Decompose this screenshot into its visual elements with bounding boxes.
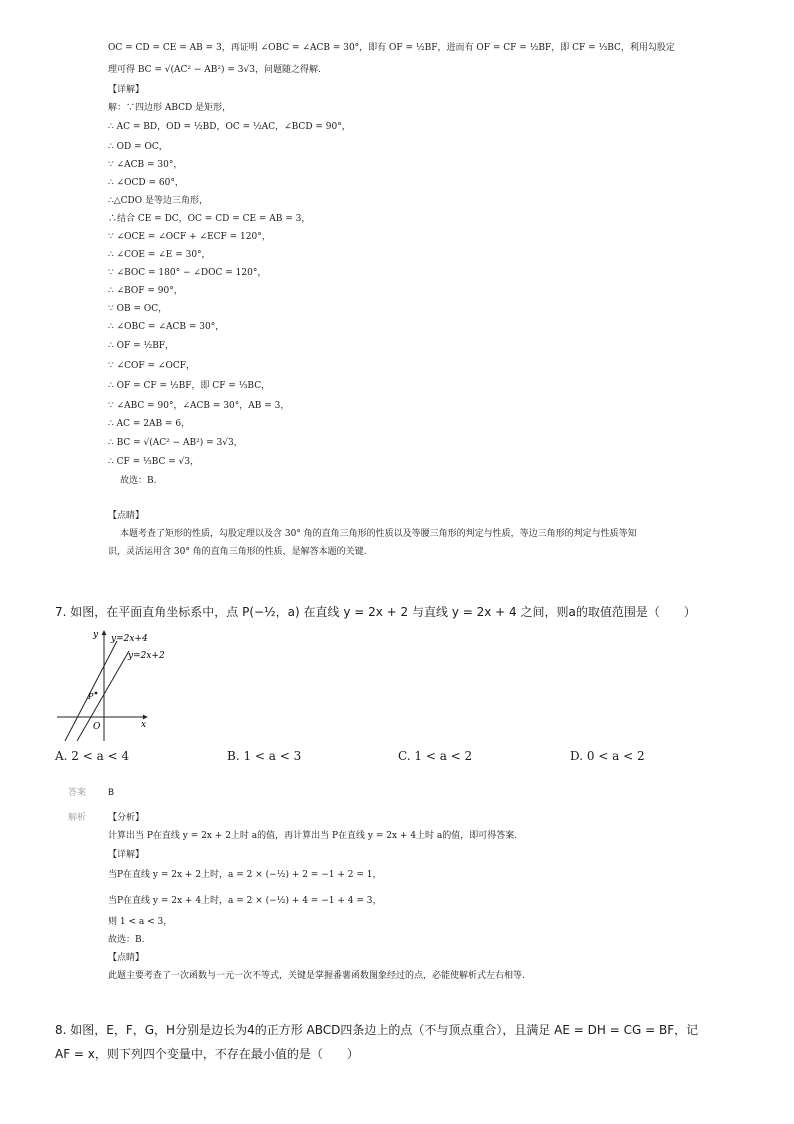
- q7-analysis-8: 此题主要考查了一次函数与一元一次不等式，关键是掌握番薯函数图象经过的点，必能使解析式左右相等.: [108, 971, 525, 981]
- q6-line-16: ∴ OF = ½BF，: [108, 341, 175, 351]
- q6-line-13: ∴ ∠BOF = 90°，: [108, 286, 183, 296]
- q6-line-14: ∵ OB = OC，: [108, 304, 168, 314]
- line-y-2x-2-label: y=2x+2: [128, 651, 165, 661]
- q6-line-6: ∵ ∠ACB = 30°，: [108, 160, 183, 170]
- q7-stem: 7. 如图，在平面直角坐标系中，点 P(−½，a) 在直线 y = 2x + 2 与直线 y = 2x + 4 之间，则a的取值范围是（ ）: [55, 605, 696, 619]
- answer-label: 答案: [68, 788, 87, 798]
- analysis-label: 解析: [68, 813, 87, 823]
- q7-analysis-0: 【分析】: [108, 813, 145, 823]
- point-p-label: P: [88, 692, 94, 701]
- line-y-2x-4: [65, 641, 117, 741]
- q6-line-18: ∴ OF = CF = ½BF，即 CF = ⅓BC，: [108, 381, 271, 391]
- line-y-2x-2: [77, 651, 129, 741]
- q6-line-4: ∴ AC = BD，OD = ½BD，OC = ½AC，∠BCD = 90°，: [108, 122, 351, 132]
- q6-line-11: ∴ ∠COE = ∠E = 30°，: [108, 250, 211, 260]
- x-axis-label: x: [141, 720, 147, 730]
- q8-stem-1: AF = x，则下列四个变量中，不存在最小值的是（ ）: [55, 1047, 359, 1061]
- q6-line-0: OC = CD = CE = AB = 3，再证明 ∠OBC = ∠ACB = 30°，即有 OF = ½BF，进而有 OF = CF = ½BF，即 CF = ⅓BC，利用勾股定: [108, 43, 675, 53]
- y-axis-label: y: [93, 630, 99, 640]
- q6-comment-title: 【点睛】: [108, 511, 145, 521]
- q7-analysis-2: 【详解】: [108, 850, 145, 860]
- q6-line-9: ∴结合 CE = DC，OC = CD = CE = AB = 3，: [108, 214, 311, 224]
- q6-line-20: ∴ AC = 2AB = 6，: [108, 419, 191, 429]
- q8-stem-0: 8. 如图，E，F，G，H分别是边长为4的正方形 ABCD四条边上的点（不与顶点重合），且满足 AE = DH = CG = BF，记: [55, 1023, 699, 1037]
- q6-comment-1: 识，灵活运用含 30° 角的直角三角形的性质，是解答本题的关键.: [108, 547, 367, 557]
- q7-analysis-5: 则 1 < a < 3，: [108, 917, 173, 927]
- q7-analysis-6: 故选：B.: [108, 935, 145, 945]
- q7-analysis-7: 【点睛】: [108, 953, 145, 963]
- origin-label: O: [93, 722, 101, 732]
- q7-graph: [55, 625, 165, 743]
- q6-line-17: ∵ ∠COF = ∠OCF，: [108, 361, 195, 371]
- option-b[interactable]: B. 1 < a < 3: [227, 749, 302, 763]
- point-p: [95, 692, 98, 695]
- q6-line-3: 解：∵四边形 ABCD 是矩形，: [108, 103, 232, 113]
- option-a[interactable]: A. 2 < a < 4: [55, 749, 130, 763]
- q6-line-1: 理可得 BC = √(AC² − AB²) = 3√3，问题随之得解.: [108, 65, 321, 75]
- q6-line-12: ∵ ∠BOC = 180° − ∠DOC = 120°，: [108, 268, 267, 278]
- q6-line-2: 【详解】: [108, 85, 145, 95]
- q6-line-22: ∴ CF = ⅓BC = √3，: [108, 457, 200, 467]
- line-y-2x-4-label: y=2x+4: [111, 634, 148, 644]
- q6-line-15: ∴ ∠OBC = ∠ACB = 30°，: [108, 322, 225, 332]
- q6-line-10: ∵ ∠OCE = ∠OCF + ∠ECF = 120°，: [108, 232, 271, 242]
- answer-value: B: [108, 788, 115, 798]
- q6-line-8: ∴△CDO 是等边三角形，: [108, 196, 208, 206]
- q7-analysis-1: 计算出当 P在直线 y = 2x + 2上时 a的值，再计算出当 P在直线 y = 2x + 4上时 a的值，即可得答案.: [108, 831, 518, 841]
- option-c[interactable]: C. 1 < a < 2: [398, 749, 473, 763]
- q7-analysis-3: 当P在直线 y = 2x + 2上时，a = 2 × (−½) + 2 = −1 + 2 = 1，: [108, 870, 382, 880]
- option-d[interactable]: D. 0 < a < 2: [570, 749, 645, 763]
- q6-line-7: ∴ ∠OCD = 60°，: [108, 178, 184, 188]
- q6-line-19: ∵ ∠ABC = 90°，∠ACB = 30°，AB = 3，: [108, 401, 290, 411]
- q7-analysis-4: 当P在直线 y = 2x + 4上时，a = 2 × (−½) + 4 = −1 + 4 = 3，: [108, 896, 382, 906]
- q6-line-21: ∴ BC = √(AC² − AB²) = 3√3，: [108, 438, 243, 448]
- q6-comment-0: 本题考查了矩形的性质，勾股定理以及含 30° 角的直角三角形的性质以及等腰三角形的判定与性质，等边三角形的判定与性质等知: [120, 529, 637, 539]
- q6-line-5: ∴ OD = OC，: [108, 142, 168, 152]
- q6-line-23: 故选：B.: [120, 476, 157, 486]
